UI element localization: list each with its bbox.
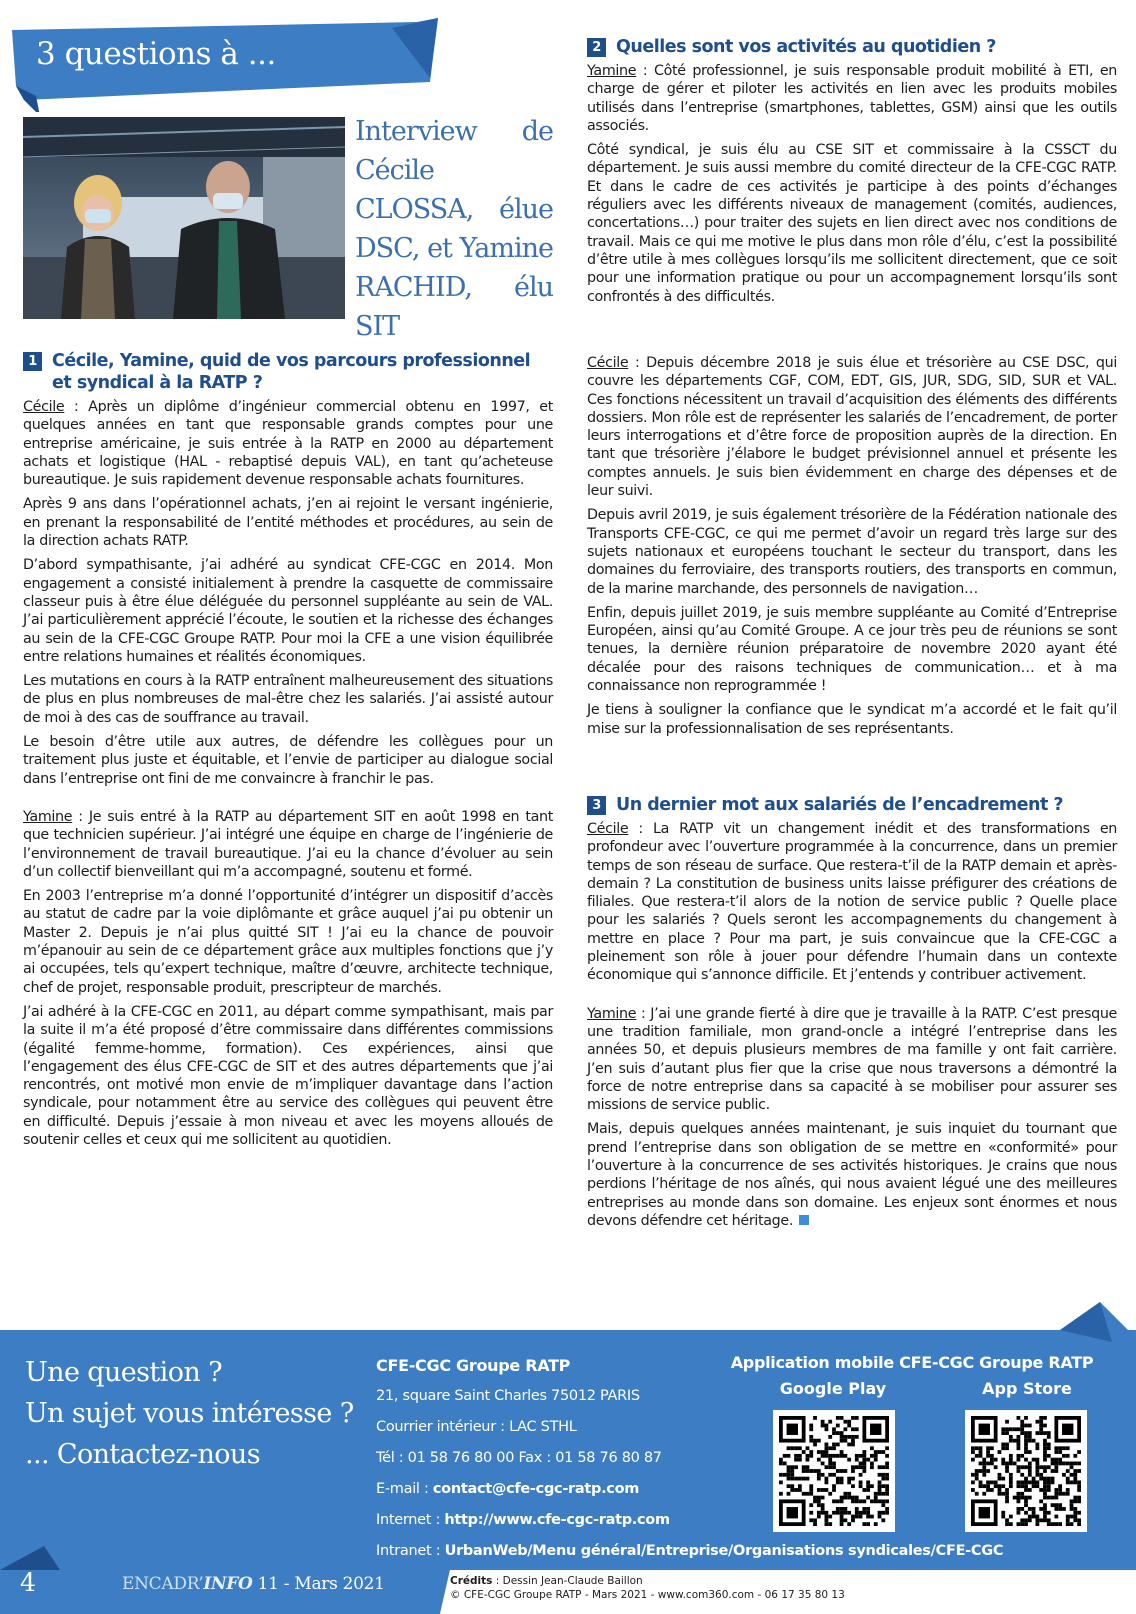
question-1-heading bbox=[23, 350, 553, 394]
speaker-label: Cécile bbox=[23, 399, 65, 415]
left-column bbox=[23, 350, 553, 1155]
website-link[interactable]: http://www.cfe-cgc-ratp.com bbox=[444, 1512, 670, 1528]
question-2-heading bbox=[587, 36, 1117, 58]
email-line: E-mail : contact@cfe-cgc-ratp.com bbox=[376, 1481, 640, 1497]
paragraph: Côté syndical, je suis élu au CSE SIT et commissaire à la CSSCT du département. Je suis aussi membre du comité directeur de la CFE-CGC RATP. Et dans le cadre de ces activités je participe à des points d’échanges réguliers avec les différents niveaux de management (comités, audiences, concertations…) pour traiter des sujets en lien direct avec nos conditions de travail. Mais ce qui me motive le plus dans mon rôle d’élu, c’est la possibilité d’être utile à mes collègues lorsqu’ils me sollicitent directement, que ce soit pour une information pratique ou pour un accompagnement lorsqu’ils sont confrontés à des difficultés. bbox=[587, 142, 1117, 305]
organization-name: CFE-CGC Groupe RATP bbox=[376, 1356, 571, 1375]
contact-invitation: Une question ? Un sujet vous intéresse ? ... Contactez-nous bbox=[25, 1357, 354, 1470]
question-2-title: Quelles sont vos activités au quotidien ? bbox=[616, 37, 996, 57]
speaker-label: Cécile bbox=[587, 821, 629, 837]
interview-intro: Interview de Cécile CLOSSA, élue DSC, et Yamine RACHID, élu SIT bbox=[355, 116, 553, 342]
end-square-icon bbox=[799, 1215, 809, 1225]
internal-mail: Courrier intérieur : LAC STHL bbox=[376, 1419, 577, 1435]
speaker-label: Yamine bbox=[587, 1005, 637, 1022]
paragraph: Yamine : Côté professionnel, je suis responsable produit mobilité à ETI, en charge de gérer et piloter les activités en lien avec les produits mobiles utilisés dans l’entreprise (smartphones, tablettes, GSM) ainsi que les outils associés. bbox=[587, 63, 1117, 134]
email-link[interactable]: contact@cfe-cgc-ratp.com bbox=[432, 1481, 640, 1497]
paragraph: D’abord sympathisante, j’ai adhéré au syndicat CFE-CGC en 2014. Mon engagement a consisté initialement à prendre la casquette de commissaire classeur puis à être élue déléguée du personnel suppléante au sein de VAL. J’ai particulièrement apprécié l’écoute, le soutien et la richesse des échanges au sein de la CFE-CGC Groupe RATP. Pour moi la CFE a une vision équilibrée entre relations humaines et réalités économiques. bbox=[23, 557, 553, 665]
google-play-label: Google Play bbox=[779, 1379, 887, 1398]
internet-line: Internet : http://www.cfe-cgc-ratp.com bbox=[376, 1512, 670, 1528]
speaker-label: Yamine bbox=[23, 808, 73, 825]
paragraph: Cécile : La RATP vit un changement inédit et des transformations en profondeur avec l’ouverture programmée à la concurrence, dans un premier temps de son réseau de surface. Que restera-t’il de la RATP demain et après-demain ? La constitution de business units laisse préfigurer des créations de filiales. Que restera-t’il alors de la notion de service public ? Quelle place pour les salariés ? Quels seront les accompagnements du changement à mettre en place ? Pour ma part, je suis convaincue que la CFE-CGC a pleinement son rôle à jouer pour défendre l’humain dans un contexte économique qui s’annonce difficile. Et j’entends y contribuer activement. bbox=[587, 821, 1117, 984]
credits: Crédits : Dessin Jean-Claude Baillon © CFE-CGC Groupe RATP - Mars 2021 - www.com360.com - 06 17 35 80 13 bbox=[450, 1575, 845, 1601]
mobile-app-title: Application mobile CFE-CGC Groupe RATP bbox=[730, 1353, 1094, 1372]
app-store-label: App Store bbox=[982, 1379, 1072, 1398]
question-number-badge: 2 bbox=[587, 38, 606, 57]
question-3-title: Un dernier mot aux salariés de l’encadrement ? bbox=[616, 795, 1064, 815]
header-banner bbox=[12, 16, 438, 112]
paragraph: Cécile : Après un diplôme d’ingénieur commercial obtenu en 1997, et quelques années en tant que responsable grands comptes pour une entreprise américaine, je suis entrée à la RATP en 2000 au département achats et logistique (HAL - rebaptisé depuis VAL), en tant qu’acheteuse bureautique. Je suis rapidement devenue responsable achats fournitures. bbox=[23, 399, 553, 489]
paragraph: Après 9 ans dans l’opérationnel achats, j’en ai rejoint le versant ingénierie, en prenant la responsabilité de l’entité méthodes et procédures, au sein de la direction achats RATP. bbox=[23, 496, 553, 550]
right-column-bottom bbox=[587, 794, 1117, 1236]
paragraph: Enfin, depuis juillet 2019, je suis membre suppléante au Comité d’Entreprise Européen, ainsi qu’au Comité Groupe. A ce jour très peu de réunions se sont tenues, la dernière réunion préparatoire de novembre 2020 ayant été décalée pour des raisons techniques de communication… et à ma connaissance non reprogrammée ! bbox=[587, 604, 1117, 695]
speaker-label: Cécile bbox=[587, 355, 629, 371]
right-column-middle bbox=[587, 354, 1117, 744]
paragraph: Les mutations en cours à la RATP entraînent malheureusement des situations de plus en plus nombreuses de mal-être chez les salariés. J’ai assisté autour de moi à des cas de souffrance au travail. bbox=[23, 673, 553, 726]
copyright: © CFE-CGC Groupe RATP - Mars 2021 - www.com360.com - 06 17 35 80 13 bbox=[450, 1589, 845, 1601]
paragraph: Yamine : J’ai une grande fierté à dire que je travaille à la RATP. C’est presque une tradition familiale, mon grand-oncle a intégré l’entreprise dans les années 50, et depuis plusieurs membres de ma famille y ont fait carrière. J’en suis d’autant plus fier que la crise que nous traversons a démontré la force de notre entreprise dans sa capacité à se mobiliser pour assurer ses missions de service public. bbox=[587, 1005, 1117, 1114]
footer bbox=[0, 1302, 1136, 1614]
app-store-qr-code-icon[interactable] bbox=[965, 1410, 1087, 1532]
intranet-line: Intranet : UrbanWeb/Menu général/Entreprise/Organisations syndicales/CFE-CGC bbox=[376, 1543, 1004, 1559]
address: 21, square Saint Charles 75012 PARIS bbox=[376, 1388, 640, 1404]
intranet-path: UrbanWeb/Menu général/Entreprise/Organisations syndicales/CFE-CGC bbox=[444, 1543, 1004, 1559]
paragraph: Je tiens à souligner la confiance que le syndicat m’a accordé et le fait qu’il mise sur la professionnalisation de ses représentants. bbox=[587, 702, 1117, 737]
paragraph: En 2003 l’entreprise m’a donné l’opportunité d’intégrer un dispositif d’accès au statut de cadre par la voie diplômante et grâce auquel j’ai pu obtenir un Master 2. Depuis je n’ai plus quitté SIT ! J’ai eu la chance de pouvoir m’épanouir au sein de ce département grâce aux multiples fonctions que j’y ai occupées, tels qu’expert technique, maître d’œuvre, architecte technique, chef de projet, responsable produit, prescripteur de marchés. bbox=[23, 888, 553, 996]
google-play-qr-code-icon[interactable] bbox=[773, 1410, 895, 1532]
page-title: 3 questions à ... bbox=[36, 36, 276, 72]
paragraph: Cécile : Depuis décembre 2018 je suis élue et trésorière au CSE DSC, qui couvre les départements CGF, COM, EDT, GIS, JUR, SDG, SID, SUR et VAL. Ces fonctions nécessitent un travail d’acquisition des éléments des différents dossiers. Mon rôle est de représenter les salariés de l’encadrement, de porter leurs interrogations et d’être force de proposition auprès de la direction. En tant que trésorière j’élabore le budget prévisionnel annuel et présente les comptes annuels. Je suis bien évidemment en charge des dépenses et de leur suivi. bbox=[587, 355, 1117, 500]
page-number: 4 bbox=[20, 1568, 36, 1597]
speaker-label: Yamine bbox=[587, 63, 637, 79]
phone-fax: Tél : 01 58 76 80 00 Fax : 01 58 76 80 87 bbox=[376, 1450, 662, 1466]
magazine-issue: ENCADR’INFO 11 - Mars 2021 bbox=[122, 1574, 385, 1594]
question-number-badge: 1 bbox=[23, 352, 42, 371]
question-1-title: Cécile, Yamine, quid de vos parcours professionnel et syndical à la RATP ? bbox=[52, 351, 531, 393]
question-3-heading bbox=[587, 794, 1117, 816]
paragraph: Yamine : Je suis entré à la RATP au département SIT en août 1998 en tant que technicien supérieur. J’ai intégré une équipe en charge de l’ingénierie de l’environnement de travail bureautique. J’ai eu la chance d’évoluer au sein d’un collectif bienveillant qui m’a accompagné, soutenu et formé. bbox=[23, 808, 553, 880]
paragraph: Mais, depuis quelques années maintenant, je suis inquiet du tournant que prend l’entreprise dans son obligation de se mettre en «conformité» pour l’ouverture à la concurrence de ses activités historiques. Je crains que nous perdions l’héritage de nos aînés, qui nous avaient légué une des meilleures entreprises au monde dans son domaine. Les enjeux sont énormes et nous devons défendre cet héritage. bbox=[587, 1121, 1117, 1229]
question-number-badge: 3 bbox=[587, 796, 606, 815]
contact-info bbox=[376, 1350, 1003, 1567]
paragraph: Depuis avril 2019, je suis également trésorière de la Fédération nationale des Transports CFE-CGC, ce qui me permet d’avoir un regard très large sur des sujets nationaux et européens touchant le secteur du transport, dans les domaines du ferroviaire, des transports routiers, des transports en commun, de la marine marchande, des personnels de navigation… bbox=[587, 507, 1117, 597]
right-column-top bbox=[587, 36, 1117, 312]
interview-photo bbox=[23, 117, 345, 319]
paragraph: J’ai adhéré à la CFE-CGC en 2011, au départ comme sympathisant, mais par la suite il m’a été proposé d’être commissaire dans différentes commissions (égalité femme-homme, formation). Ces expériences, ainsi que l’engagement des élus CFE-CGC de SIT et des autres départements que j’ai rencontrés, ont motivé mon envie de m’impliquer davantage dans l’action syndicale, pour notamment être au service des collègues qui peuvent être en difficulté. Depuis j’essaie à mon niveau et avec les moyens alloués de soutenir celles et ceux qui me sollicitent au quotidien. bbox=[23, 1003, 553, 1148]
paragraph: Le besoin d’être utile aux autres, de défendre les collègues pour un traitement plus juste et équitable, et l’envie de participer au dialogue social dans l’entreprise ont fini de me convaincre à franchir le pas. bbox=[23, 734, 553, 787]
